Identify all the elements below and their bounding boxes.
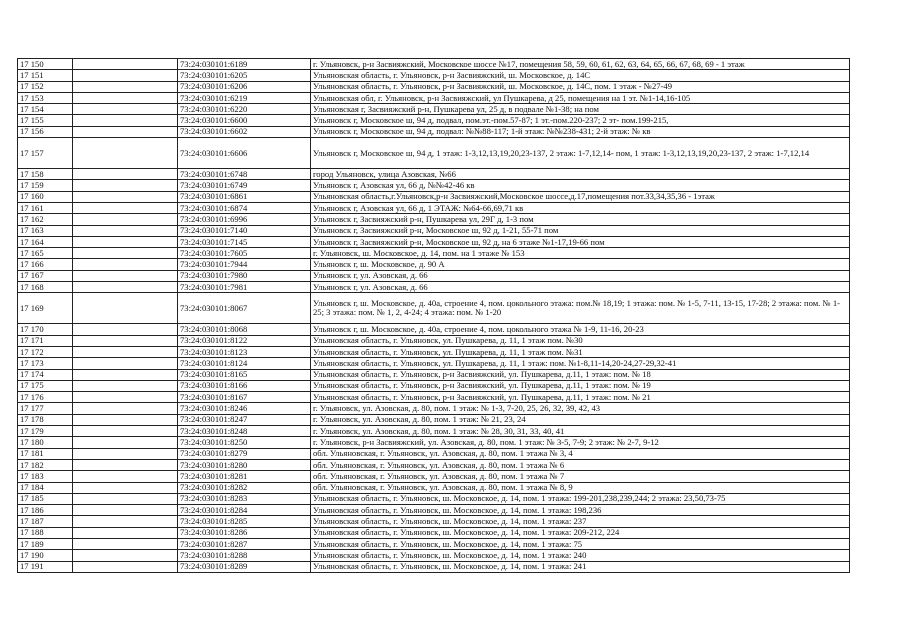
table-row xyxy=(18,202,850,213)
row-number-cell: 17 190 xyxy=(18,550,73,561)
table-row xyxy=(18,104,850,115)
table-row xyxy=(18,180,850,191)
row-number-cell: 17 159 xyxy=(18,180,73,191)
table-row xyxy=(18,225,850,236)
empty-cell xyxy=(73,392,178,403)
empty-cell xyxy=(73,104,178,115)
empty-cell xyxy=(73,81,178,92)
empty-cell xyxy=(73,115,178,126)
cadastral-number-cell: 73:24:030101:8068 xyxy=(178,324,311,335)
row-number-cell: 17 153 xyxy=(18,92,73,103)
address-cell: г. Ульяновск, ул. Азовская, д. 80, пом. 1 этаж: № 1-3, 7-20, 25, 26, 32, 39, 42, 43 xyxy=(311,403,850,414)
address-cell: Ульяновская область, г. Ульяновск, ул. Пушкарева, д. 11, 1 этаж пом. №30 xyxy=(311,335,850,346)
address-cell: обл. Ульяновская, г. Ульяновск, ул. Азовская, д. 80, пом. 1 этажа № 6 xyxy=(311,459,850,470)
cadastral-number-cell: 73:24:030101:6874 xyxy=(178,202,311,213)
table-row xyxy=(18,138,850,169)
document-table-container xyxy=(17,58,850,573)
address-cell: Ульяновская область, г. Ульяновск, р-н Засвияжский, ул. Пушкарева, д.11, 1 этаж: пом. № 21 xyxy=(311,392,850,403)
row-number-cell: 17 175 xyxy=(18,380,73,391)
row-number-cell: 17 171 xyxy=(18,335,73,346)
table-row xyxy=(18,459,850,470)
empty-cell xyxy=(73,414,178,425)
address-cell: Ульяновск г, Азовская ул, 66 д, №№42-46 кв xyxy=(311,180,850,191)
empty-cell xyxy=(73,493,178,504)
cadastral-number-cell: 73:24:030101:8289 xyxy=(178,561,311,572)
cadastral-number-cell: 73:24:030101:6748 xyxy=(178,169,311,180)
cadastral-number-cell: 73:24:030101:7980 xyxy=(178,270,311,281)
empty-cell xyxy=(73,335,178,346)
row-number-cell: 17 185 xyxy=(18,493,73,504)
row-number-cell: 17 182 xyxy=(18,459,73,470)
table-row xyxy=(18,81,850,92)
table-row xyxy=(18,527,850,538)
address-cell: Ульяновская область,г.Ульяновск,р-н Засвияжский,Московское шоссе,д.17,помещения пот.33,34,35,36 - 1этаж xyxy=(311,191,850,202)
table-row xyxy=(18,126,850,137)
cadastral-number-cell: 73:24:030101:8166 xyxy=(178,380,311,391)
property-register-table xyxy=(17,58,850,573)
table-row xyxy=(18,471,850,482)
address-cell: г. Ульяновск, ш. Московское, д. 14, пом. на 1 этаже № 153 xyxy=(311,248,850,259)
row-number-cell: 17 162 xyxy=(18,214,73,225)
cadastral-number-cell: 73:24:030101:6189 xyxy=(178,59,311,70)
address-cell: Ульяновская область, г. Ульяновск, ул. Пушкарева, д. 11, 1 этаж: пом. №1-8,11-14,20-24,27-29,32-41 xyxy=(311,358,850,369)
cadastral-number-cell: 73:24:030101:7605 xyxy=(178,248,311,259)
empty-cell xyxy=(73,403,178,414)
row-number-cell: 17 180 xyxy=(18,437,73,448)
address-cell: Ульяновская г, Засвияжский р-н, Пушкарева ул, 25 д, в подвале №1-38; на пом xyxy=(311,104,850,115)
cadastral-number-cell: 73:24:030101:8167 xyxy=(178,392,311,403)
row-number-cell: 17 183 xyxy=(18,471,73,482)
cadastral-number-cell: 73:24:030101:7140 xyxy=(178,225,311,236)
address-cell: Ульяновская область, г. Ульяновск, р-н Засвияжский, ул. Пушкарева, д.11, 1 этаж: пом. № 19 xyxy=(311,380,850,391)
empty-cell xyxy=(73,346,178,357)
address-cell: Ульяновская область, г. Ульяновск, ш. Московское, д. 14, пом. 1 этажа: 75 xyxy=(311,538,850,549)
table-row xyxy=(18,493,850,504)
empty-cell xyxy=(73,248,178,259)
row-number-cell: 17 181 xyxy=(18,448,73,459)
cadastral-number-cell: 73:24:030101:8067 xyxy=(178,293,311,324)
cadastral-number-cell: 73:24:030101:8246 xyxy=(178,403,311,414)
empty-cell xyxy=(73,448,178,459)
address-cell: Ульяновск г, Азовская ул, 66 д, 1 ЭТАЖ: №64-66,69,71 кв xyxy=(311,202,850,213)
row-number-cell: 17 173 xyxy=(18,358,73,369)
table-row xyxy=(18,414,850,425)
row-number-cell: 17 160 xyxy=(18,191,73,202)
address-cell: Ульяновская область, г. Ульяновск, ш. Московское, д. 14, пом. 1 этажа: 241 xyxy=(311,561,850,572)
address-cell: г. Ульяновск, ул. Азовская, д. 80, пом. 1 этаж: № 28, 30, 31, 33, 40, 41 xyxy=(311,426,850,437)
table-row xyxy=(18,380,850,391)
cadastral-number-cell: 73:24:030101:8124 xyxy=(178,358,311,369)
cadastral-number-cell: 73:24:030101:8279 xyxy=(178,448,311,459)
address-cell: Ульяновск г, Московское ш, 94 д, 1 этаж: 1-3,12,13,19,20,23-137, 2 этаж: 1-7,12,14- пом, 1 этаж: 1-3,12,13,19,20,23-137, 2 этаж: 1-7,12,14 xyxy=(311,138,850,169)
cadastral-number-cell: 73:24:030101:8287 xyxy=(178,538,311,549)
table-row xyxy=(18,392,850,403)
table-body xyxy=(18,59,850,573)
address-cell: Ульяновск г, Засвияжский р-н, Московское ш, 92 д, на 6 этаже №1-17,19-66 пом xyxy=(311,236,850,247)
empty-cell xyxy=(73,358,178,369)
empty-cell xyxy=(73,527,178,538)
address-cell: Ульяновская область, г. Ульяновск, ш. Московское, д. 14, пом. 1 этажа: 198,236 xyxy=(311,505,850,516)
table-row xyxy=(18,358,850,369)
table-row xyxy=(18,70,850,81)
address-cell: Ульяновск г, ул. Азовская, д. 66 xyxy=(311,270,850,281)
row-number-cell: 17 161 xyxy=(18,202,73,213)
row-number-cell: 17 186 xyxy=(18,505,73,516)
address-cell: Ульяновск г, ш. Московское, д. 40а, строение 4, пом. цокольного этажа № 1-9, 11-16, 20-23 xyxy=(311,324,850,335)
empty-cell xyxy=(73,550,178,561)
empty-cell xyxy=(73,259,178,270)
cadastral-number-cell: 73:24:030101:6602 xyxy=(178,126,311,137)
cadastral-number-cell: 73:24:030101:8280 xyxy=(178,459,311,470)
cadastral-number-cell: 73:24:030101:8283 xyxy=(178,493,311,504)
row-number-cell: 17 165 xyxy=(18,248,73,259)
table-row xyxy=(18,403,850,414)
row-number-cell: 17 151 xyxy=(18,70,73,81)
empty-cell xyxy=(73,561,178,572)
empty-cell xyxy=(73,236,178,247)
address-cell: Ульяновск г, ш. Московское, д. 90 А xyxy=(311,259,850,270)
table-row xyxy=(18,293,850,324)
row-number-cell: 17 191 xyxy=(18,561,73,572)
row-number-cell: 17 184 xyxy=(18,482,73,493)
cadastral-number-cell: 73:24:030101:6861 xyxy=(178,191,311,202)
cadastral-number-cell: 73:24:030101:8288 xyxy=(178,550,311,561)
cadastral-number-cell: 73:24:030101:8247 xyxy=(178,414,311,425)
cadastral-number-cell: 73:24:030101:8248 xyxy=(178,426,311,437)
row-number-cell: 17 174 xyxy=(18,369,73,380)
row-number-cell: 17 168 xyxy=(18,282,73,293)
row-number-cell: 17 157 xyxy=(18,138,73,169)
empty-cell xyxy=(73,180,178,191)
empty-cell xyxy=(73,459,178,470)
address-cell: Ульяновск г, Московское ш, 94 д, подвал: №№88-117; 1-й этаж: №№238-431; 2-й этаж: № кв xyxy=(311,126,850,137)
row-number-cell: 17 167 xyxy=(18,270,73,281)
empty-cell xyxy=(73,202,178,213)
cadastral-number-cell: 73:24:030101:8285 xyxy=(178,516,311,527)
empty-cell xyxy=(73,369,178,380)
empty-cell xyxy=(73,191,178,202)
empty-cell xyxy=(73,282,178,293)
row-number-cell: 17 154 xyxy=(18,104,73,115)
row-number-cell: 17 164 xyxy=(18,236,73,247)
empty-cell xyxy=(73,324,178,335)
table-row xyxy=(18,214,850,225)
empty-cell xyxy=(73,138,178,169)
address-cell: Ульяновск г, ул. Азовская, д. 66 xyxy=(311,282,850,293)
empty-cell xyxy=(73,59,178,70)
cadastral-number-cell: 73:24:030101:7145 xyxy=(178,236,311,247)
cadastral-number-cell: 73:24:030101:6606 xyxy=(178,138,311,169)
cadastral-number-cell: 73:24:030101:8281 xyxy=(178,471,311,482)
table-row xyxy=(18,248,850,259)
empty-cell xyxy=(73,471,178,482)
table-row xyxy=(18,335,850,346)
table-row xyxy=(18,437,850,448)
table-row xyxy=(18,92,850,103)
address-cell: Ульяновск г, ш. Московское, д. 40а, строение 4, пом. цокольного этажа: пом.№ 18,19; 1 этажа: пом. № 1-5, 7-11, 13-15, 17-28; 2 этажа: пом. № 1-25; 3 этажа: пом. № 1, 2, 4-24; 4 этажа: пом. № 1-20 xyxy=(311,293,850,324)
address-cell: Ульяновская область, г. Ульяновск, ш. Московское, д. 14, пом. 1 этажа: 199-201,238,239,244; 2 этажа: 23,50,73-75 xyxy=(311,493,850,504)
cadastral-number-cell: 73:24:030101:8286 xyxy=(178,527,311,538)
cadastral-number-cell: 73:24:030101:7944 xyxy=(178,259,311,270)
row-number-cell: 17 189 xyxy=(18,538,73,549)
cadastral-number-cell: 73:24:030101:6219 xyxy=(178,92,311,103)
row-number-cell: 17 156 xyxy=(18,126,73,137)
table-row xyxy=(18,369,850,380)
cadastral-number-cell: 73:24:030101:8123 xyxy=(178,346,311,357)
empty-cell xyxy=(73,169,178,180)
empty-cell xyxy=(73,516,178,527)
table-row xyxy=(18,169,850,180)
empty-cell xyxy=(73,70,178,81)
address-cell: обл. Ульяновская, г. Ульяновск, ул. Азовская, д. 80, пом. 1 этажа № 8, 9 xyxy=(311,482,850,493)
row-number-cell: 17 166 xyxy=(18,259,73,270)
empty-cell xyxy=(73,482,178,493)
table-row xyxy=(18,448,850,459)
empty-cell xyxy=(73,426,178,437)
empty-cell xyxy=(73,92,178,103)
address-cell: Ульяновская область, г. Ульяновск, ул. Пушкарева, д. 11, 1 этаж пом. №31 xyxy=(311,346,850,357)
table-row xyxy=(18,516,850,527)
cadastral-number-cell: 73:24:030101:8284 xyxy=(178,505,311,516)
row-number-cell: 17 179 xyxy=(18,426,73,437)
row-number-cell: 17 188 xyxy=(18,527,73,538)
empty-cell xyxy=(73,225,178,236)
address-cell: Ульяновская обл, г. Ульяновск, р-н Засвияжский, ул Пушкарева, д 25, помещения на 1 эт. №1-14,16-105 xyxy=(311,92,850,103)
cadastral-number-cell: 73:24:030101:6749 xyxy=(178,180,311,191)
cadastral-number-cell: 73:24:030101:6600 xyxy=(178,115,311,126)
empty-cell xyxy=(73,126,178,137)
cadastral-number-cell: 73:24:030101:8250 xyxy=(178,437,311,448)
table-row xyxy=(18,270,850,281)
address-cell: Ульяновск г, Московское ш, 94 д, подвал, пом.эт.-пом.57-87; 1 эт.-пом.220-237; 2 эт- пом.199-215, xyxy=(311,115,850,126)
table-row xyxy=(18,236,850,247)
empty-cell xyxy=(73,437,178,448)
address-cell: Ульяновская область, г. Ульяновск, ш. Московское, д. 14, пом. 1 этажа: 209-212, 224 xyxy=(311,527,850,538)
address-cell: обл. Ульяновская, г. Ульяновск, ул. Азовская, д. 80, пом. 1 этажа № 3, 4 xyxy=(311,448,850,459)
table-row xyxy=(18,115,850,126)
row-number-cell: 17 169 xyxy=(18,293,73,324)
table-row xyxy=(18,346,850,357)
table-row xyxy=(18,505,850,516)
table-row xyxy=(18,482,850,493)
table-row xyxy=(18,426,850,437)
address-cell: Ульяновская область, г. Ульяновск, р-н Засвияжский, ул. Пушкарева, д.11, 1 этаж: пом. № 18 xyxy=(311,369,850,380)
cadastral-number-cell: 73:24:030101:8282 xyxy=(178,482,311,493)
address-cell: г. Ульяновск, р-н Засвияжский, ул. Азовская, д. 80, пом. 1 этаж: № 3-5, 7-9; 2 этаж: № 2-7, 9-12 xyxy=(311,437,850,448)
table-row xyxy=(18,191,850,202)
empty-cell xyxy=(73,214,178,225)
row-number-cell: 17 155 xyxy=(18,115,73,126)
table-row xyxy=(18,538,850,549)
table-row xyxy=(18,259,850,270)
row-number-cell: 17 178 xyxy=(18,414,73,425)
address-cell: Ульяновская область, г. Ульяновск, р-н Засвияжский, ш. Московское, д. 14С xyxy=(311,70,850,81)
address-cell: обл. Ульяновская, г. Ульяновск, ул. Азовская, д. 80, пом. 1 этажа № 7 xyxy=(311,471,850,482)
empty-cell xyxy=(73,380,178,391)
cadastral-number-cell: 73:24:030101:6220 xyxy=(178,104,311,115)
empty-cell xyxy=(73,293,178,324)
address-cell: г. Ульяновск, р-н Засвияжский, Московское шоссе №17, помещения 58, 59, 60, 61, 62, 63, 64, 65, 66, 67, 68, 69 - 1 этаж xyxy=(311,59,850,70)
address-cell: город Ульяновск, улица Азовская, №66 xyxy=(311,169,850,180)
address-cell: Ульяновская область, г. Ульяновск, р-н Засвияжский, ш. Московское, д. 14С, пом. 1 этаж - №27-49 xyxy=(311,81,850,92)
empty-cell xyxy=(73,505,178,516)
address-cell: Ульяновская область, г. Ульяновск, ш. Московское, д. 14, пом. 1 этажа: 240 xyxy=(311,550,850,561)
row-number-cell: 17 170 xyxy=(18,324,73,335)
address-cell: Ульяновская область, г. Ульяновск, ш. Московское, д. 14, пом. 1 этажа: 237 xyxy=(311,516,850,527)
row-number-cell: 17 177 xyxy=(18,403,73,414)
table-row xyxy=(18,324,850,335)
address-cell: Ульяновск г, Засвияжский р-н, Пушкарева ул, 29Г д, 1-3 пом xyxy=(311,214,850,225)
empty-cell xyxy=(73,538,178,549)
empty-cell xyxy=(73,270,178,281)
row-number-cell: 17 163 xyxy=(18,225,73,236)
cadastral-number-cell: 73:24:030101:7981 xyxy=(178,282,311,293)
row-number-cell: 17 172 xyxy=(18,346,73,357)
table-row xyxy=(18,550,850,561)
row-number-cell: 17 152 xyxy=(18,81,73,92)
cadastral-number-cell: 73:24:030101:6206 xyxy=(178,81,311,92)
row-number-cell: 17 176 xyxy=(18,392,73,403)
table-row xyxy=(18,561,850,572)
address-cell: Ульяновск г, Засвияжский р-н, Московское ш, 92 д, 1-21, 55-71 пом xyxy=(311,225,850,236)
cadastral-number-cell: 73:24:030101:6996 xyxy=(178,214,311,225)
address-cell: г. Ульяновск, ул. Азовская, д. 80, пом. 1 этаж: № 21, 23, 24 xyxy=(311,414,850,425)
row-number-cell: 17 158 xyxy=(18,169,73,180)
row-number-cell: 17 187 xyxy=(18,516,73,527)
table-row xyxy=(18,282,850,293)
cadastral-number-cell: 73:24:030101:6205 xyxy=(178,70,311,81)
row-number-cell: 17 150 xyxy=(18,59,73,70)
table-row xyxy=(18,59,850,70)
cadastral-number-cell: 73:24:030101:8122 xyxy=(178,335,311,346)
cadastral-number-cell: 73:24:030101:8165 xyxy=(178,369,311,380)
